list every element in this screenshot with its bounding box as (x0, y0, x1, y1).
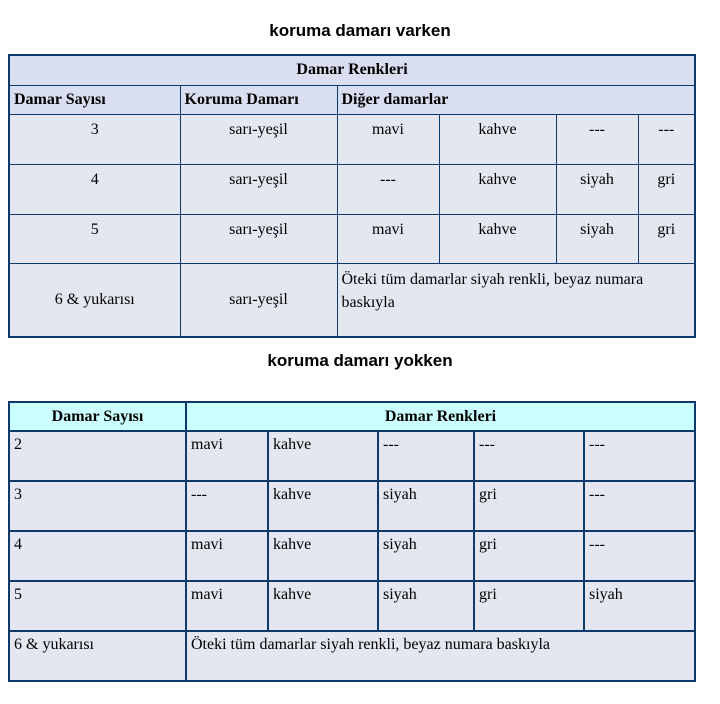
table-cell: siyah (556, 214, 638, 263)
table-cell: kahve (268, 481, 378, 531)
table-cell: mavi (186, 431, 268, 481)
section-title-without-guard: koruma damarı yokken (267, 351, 453, 370)
table-row (9, 481, 695, 531)
table-cell: gri (638, 214, 695, 263)
wire-colors-with-guard-table (8, 54, 696, 338)
table-cell: siyah (378, 481, 474, 531)
cell-count: 6 & yukarısı (9, 263, 180, 337)
table-cell: gri (474, 531, 584, 581)
table-cell: --- (638, 114, 695, 164)
table-cell: sarı-yeşil (180, 164, 337, 214)
table-cell: --- (556, 114, 638, 164)
table-cell: kahve (268, 531, 378, 581)
header-others: Diğer damarlar (337, 85, 695, 114)
table-cell: sarı-yeşil (180, 114, 337, 164)
table-cell: kahve (439, 214, 556, 263)
table-cell: 3 (9, 114, 180, 164)
table-row (9, 164, 695, 214)
table-cell: siyah (556, 164, 638, 214)
table-cell: 4 (9, 164, 180, 214)
table-cell: --- (378, 431, 474, 481)
table-row (9, 214, 695, 263)
header-guard: Koruma Damarı (180, 85, 337, 114)
cell-note: Öteki tüm damarlar siyah renkli, beyaz numara baskıyla (337, 263, 695, 337)
table-cell: siyah (584, 581, 695, 631)
table-cell: mavi (337, 114, 439, 164)
table-cell: 5 (9, 214, 180, 263)
table-cell: siyah (378, 531, 474, 581)
cell-guard: sarı-yeşil (180, 263, 337, 337)
table-cell: kahve (439, 114, 556, 164)
header-count: Damar Sayısı (9, 402, 186, 431)
table-cell: kahve (439, 164, 556, 214)
table-cell: --- (337, 164, 439, 214)
table-cell: --- (186, 481, 268, 531)
table-cell: --- (584, 431, 695, 481)
table-cell: --- (584, 481, 695, 531)
table-cell: kahve (268, 581, 378, 631)
table-cell: sarı-yeşil (180, 214, 337, 263)
section-title-with-guard: koruma damarı varken (269, 21, 451, 40)
table-cell: kahve (268, 431, 378, 481)
cell-note: Öteki tüm damarlar siyah renkli, beyaz numara baskıyla (186, 631, 695, 681)
header-count: Damar Sayısı (9, 85, 180, 114)
table-row (9, 114, 695, 164)
table-cell: gri (638, 164, 695, 214)
table-cell: siyah (378, 581, 474, 631)
table-row (9, 431, 695, 481)
table-cell: gri (474, 581, 584, 631)
table-row (9, 581, 695, 631)
table-cell: 4 (9, 531, 186, 581)
table-cell: --- (474, 431, 584, 481)
table-cell: 2 (9, 431, 186, 481)
header-colors: Damar Renkleri (186, 402, 695, 431)
table-cell: gri (474, 481, 584, 531)
cell-count: 6 & yukarısı (9, 631, 186, 681)
table-cell: mavi (186, 531, 268, 581)
table-cell: 5 (9, 581, 186, 631)
table-cell: mavi (337, 214, 439, 263)
table-cell: --- (584, 531, 695, 581)
wire-colors-without-guard-table (8, 401, 696, 682)
table-cell: mavi (186, 581, 268, 631)
table-cell: 3 (9, 481, 186, 531)
table-caption: Damar Renkleri (9, 55, 695, 85)
table-row (9, 531, 695, 581)
